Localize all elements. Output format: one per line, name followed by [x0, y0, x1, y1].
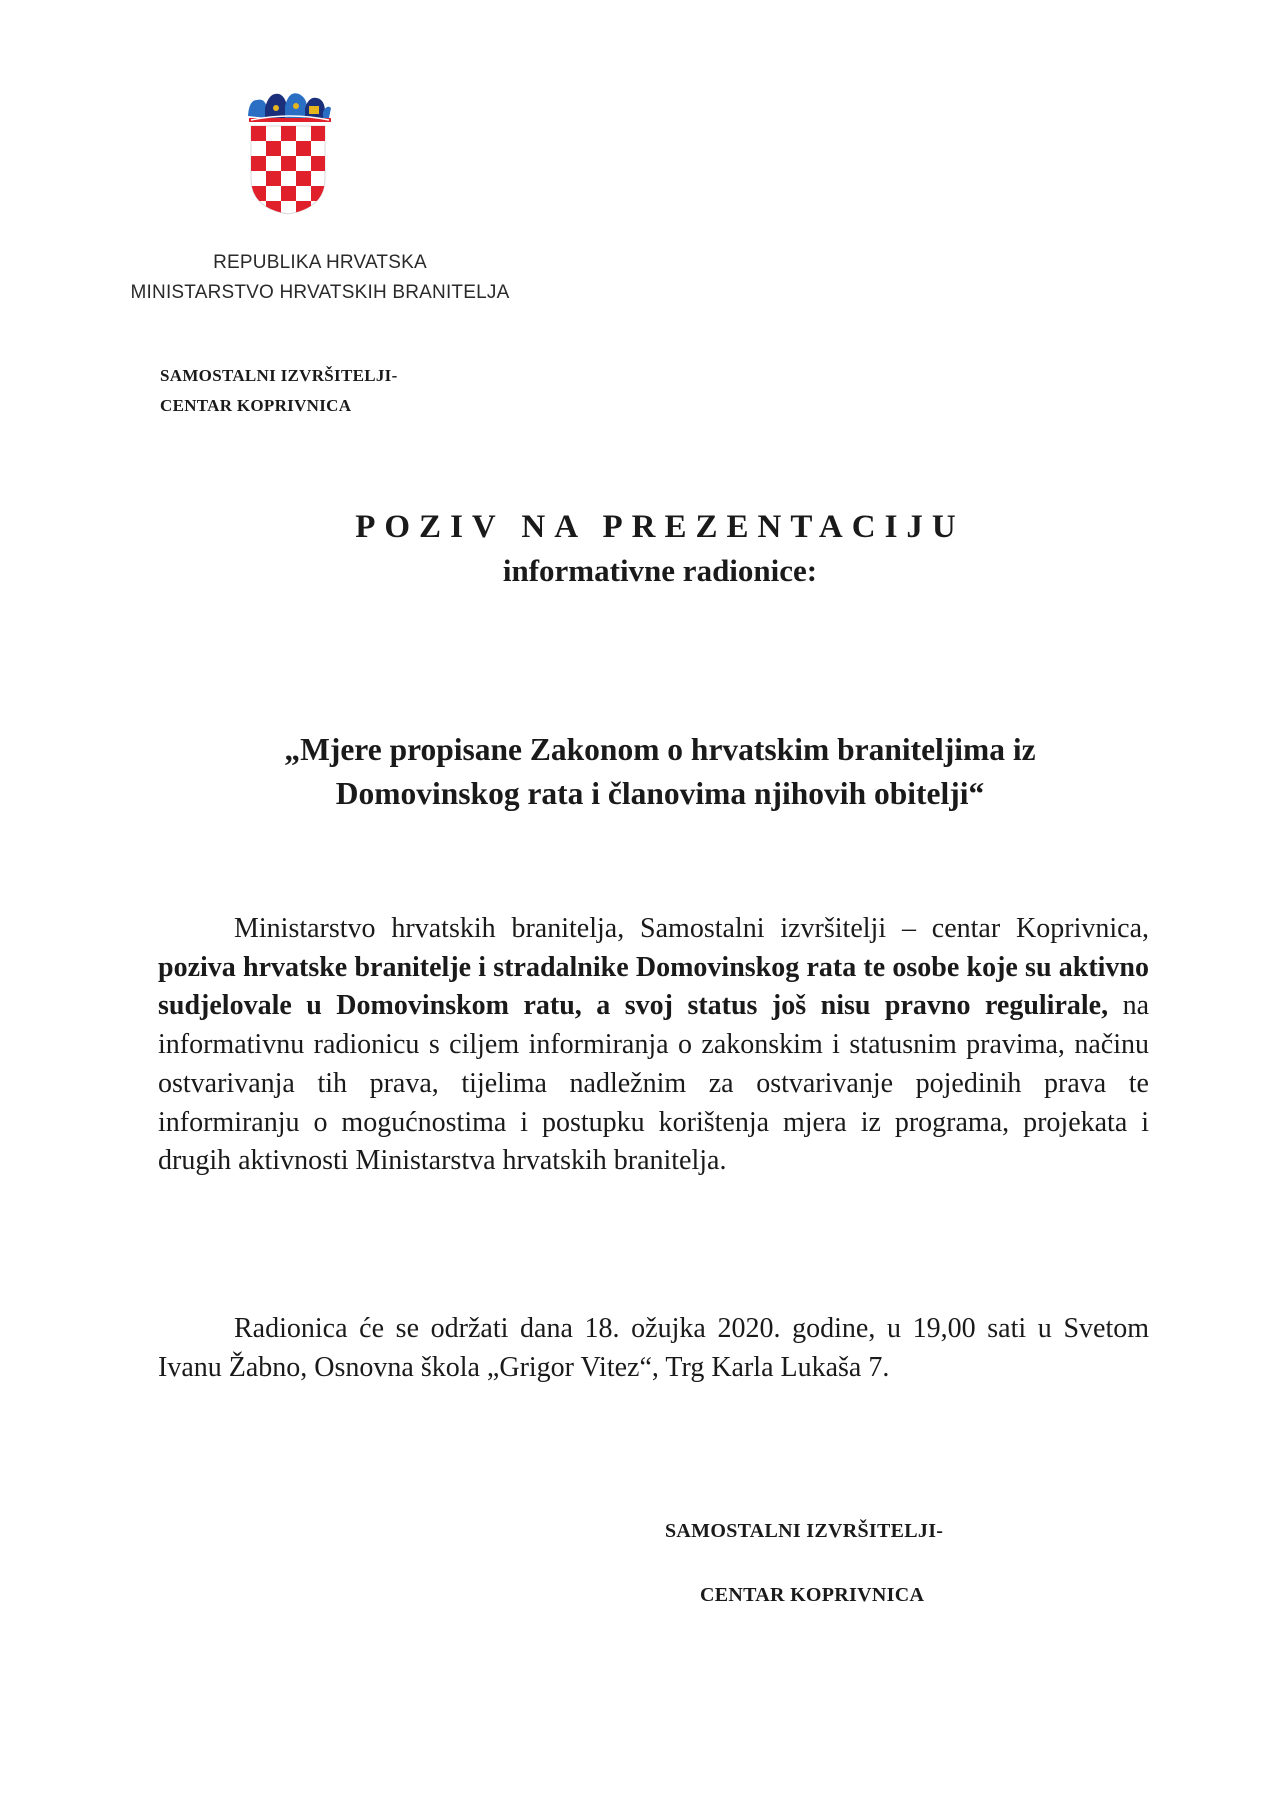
- croatian-coat-of-arms-icon: [243, 86, 333, 216]
- title-line-1: POZIV NA PREZENTACIJU: [355, 509, 965, 545]
- headline-line-1: „Mjere propisane Zakonom o hrvatskim braniteljima iz: [284, 732, 1036, 767]
- body-paragraph-2: Radionica će se održati dana 18. ožujka 2020. godine, u 19,00 sati u Svetom Ivanu Žabno, Osnovna škola „Grigor Vitez“, Trg Karla Lukaša 7.: [158, 1313, 1149, 1383]
- paragraph-1-bold: poziva hrvatske branitelje i stradalnike Domovinskog rata te osobe koje su aktivno sudjelovale u Domovinskom ratu, a svoj status još nisu pravno regulirale,: [158, 951, 1149, 1022]
- country-name: REPUBLIKA HRVATSKA: [213, 252, 427, 273]
- title-line-2: informativne radionice:: [502, 553, 818, 588]
- sender-block: [160, 361, 398, 421]
- signature-line-2: CENTAR KOPRIVNICA: [700, 1584, 925, 1606]
- paragraph-1-intro: Ministarstvo hrvatskih branitelja, Samostalni izvršitelji – centar Koprivnica,: [234, 913, 1149, 944]
- sender-line-2: CENTAR KOPRIVNICA: [160, 396, 352, 415]
- workshop-headline: [160, 728, 1160, 816]
- document-title: [160, 505, 1160, 593]
- ministry-name: MINISTARSTVO HRVATSKIH BRANITELJA: [130, 282, 510, 303]
- paragraph-1-rest: na informativnu radionicu s ciljem informiranja o zakonskim i statusnim pravima, načinu ostvarivanja tih prava, tijelima nadležnim za ostvarivanje pojedinih prava te informiranju o mogućnostima i postupku korištenja mjera iz programa, projekata i drugih aktivnosti Ministarstva hrvatskih branitelja.: [158, 990, 1149, 1177]
- body-paragraph-1: [158, 910, 1149, 1181]
- sender-line-1: SAMOSTALNI IZVRŠITELJI-: [160, 366, 398, 385]
- crown-icon: [248, 93, 331, 122]
- issuer-header: [60, 248, 580, 308]
- signature-line-1: SAMOSTALNI IZVRŠITELJI-: [665, 1520, 944, 1542]
- checkerboard-shield-icon: [251, 126, 326, 216]
- headline-line-2: Domovinskog rata i članovima njihovih obitelji“: [335, 776, 985, 811]
